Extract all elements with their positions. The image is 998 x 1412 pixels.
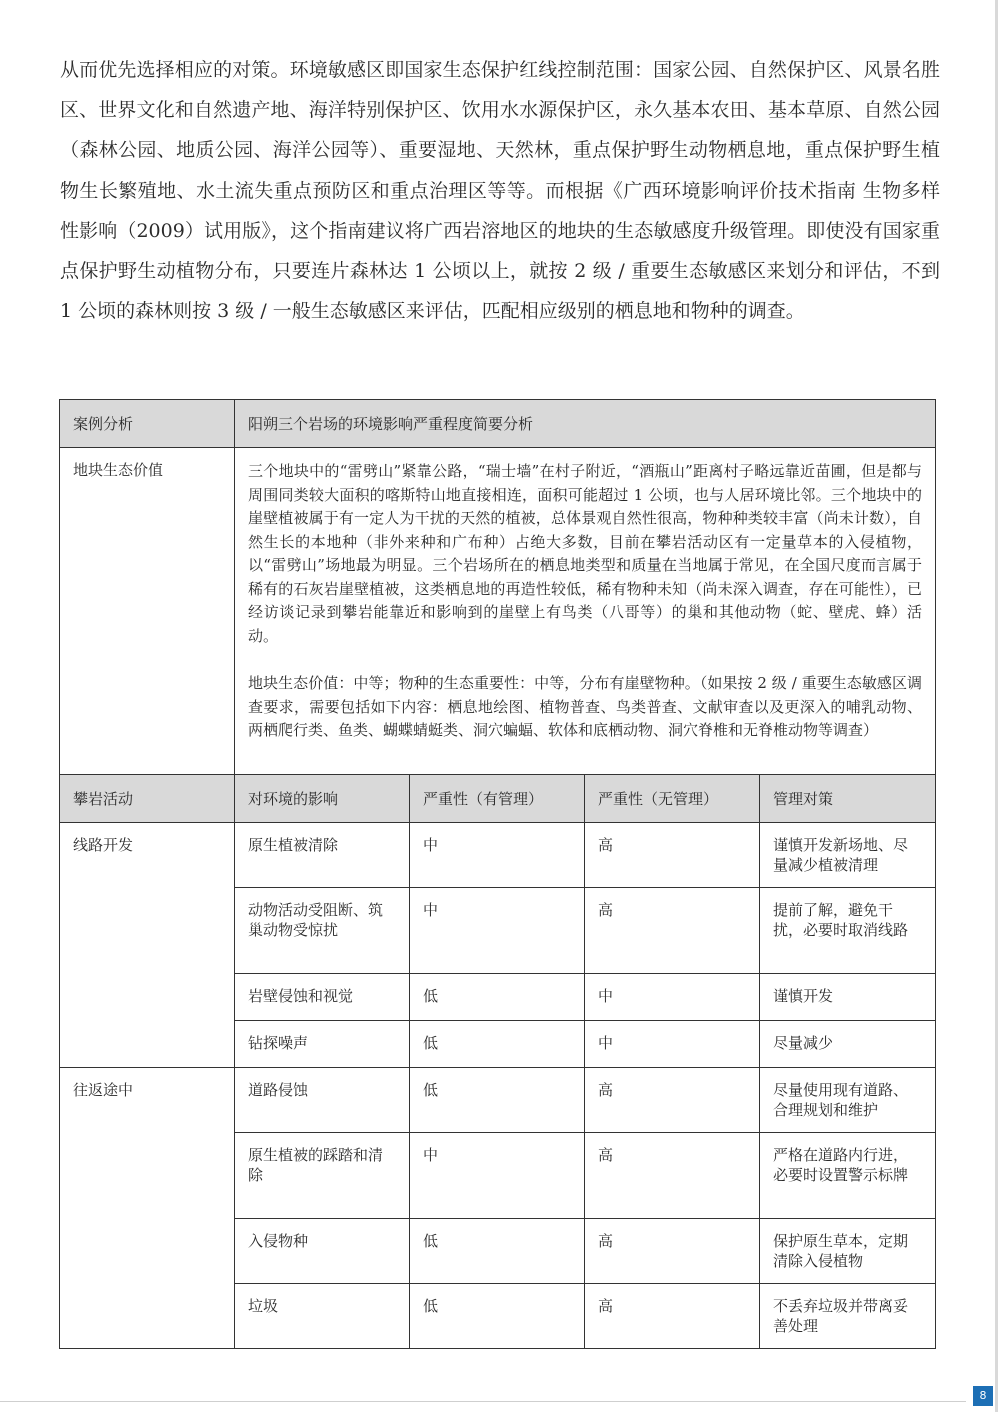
impact-cell: 动物活动受阻断、筑巢动物受惊扰 [235, 888, 410, 974]
severity-unmanaged-cell: 高 [585, 1284, 760, 1349]
severity-unmanaged-cell: 中 [585, 974, 760, 1021]
severity-managed-cell: 低 [410, 1021, 585, 1068]
severity-unmanaged-cell: 高 [585, 888, 760, 974]
measure-cell: 尽量使用现有道路、合理规划和维护 [760, 1068, 936, 1133]
case-label: 案例分析 [60, 400, 235, 448]
measure-cell: 尽量减少 [760, 1021, 936, 1068]
measure-cell: 保护原生草本，定期清除入侵植物 [760, 1219, 936, 1284]
measure-cell: 提前了解，避免干扰，必要时取消线路 [760, 888, 936, 974]
impact-cell: 垃圾 [235, 1284, 410, 1349]
eco-value-cell [235, 448, 936, 775]
severity-managed-cell: 低 [410, 974, 585, 1021]
severity-managed-cell: 低 [410, 1219, 585, 1284]
impact-cell: 原生植被清除 [235, 823, 410, 888]
severity-managed-cell: 中 [410, 823, 585, 888]
col-header-severity-managed: 严重性（有管理） [410, 775, 585, 823]
measure-cell: 谨慎开发 [760, 974, 936, 1021]
case-analysis-table [59, 399, 936, 1349]
severity-managed-cell: 低 [410, 1284, 585, 1349]
severity-unmanaged-cell: 中 [585, 1021, 760, 1068]
eco-value-paragraph-1: 三个地块中的“雷劈山”紧靠公路，“瑞士墙”在村子附近，“酒瓶山”距离村子略远靠近苗圃，但是都与周围同类较大面积的喀斯特山地直接相连，面积可能超过 1 公顷，也与人居环境比邻。三个地块中的崖壁植被属于有一定人为干扰的天然的植被，总体景观自然性很高，物种种类较丰富（尚未计数），自然生长的本地种（非外来种和广布种）占绝大多数，目前在攀岩活动区有一定量草本的入侵植物，以“雷劈山”场地最为明显。三个岩场所在的栖息地类型和质量在当地属于常见，在全国尺度而言属于稀有的石灰岩崖壁植被，这类栖息地的再造性较低，稀有物种未知（尚未深入调查，存在可能性），已经访谈记录到攀岩能靠近和影响到的崖壁上有鸟类（八哥等）的巢和其他动物（蛇、壁虎、蜂）活动。 [248, 462, 923, 645]
severity-managed-cell: 中 [410, 888, 585, 974]
page-number-badge: 8 [973, 1386, 993, 1406]
case-title: 阳朔三个岩场的环境影响严重程度简要分析 [235, 400, 936, 448]
table-row [60, 1068, 936, 1133]
severity-unmanaged-cell: 高 [585, 1068, 760, 1133]
measure-cell: 谨慎开发新场地、尽量减少植被清理 [760, 823, 936, 888]
impact-cell: 入侵物种 [235, 1219, 410, 1284]
measure-cell: 严格在道路内行进，必要时设置警示标牌 [760, 1133, 936, 1219]
col-header-severity-unmanaged: 严重性（无管理） [585, 775, 760, 823]
impact-cell: 钻探噪声 [235, 1021, 410, 1068]
column-header-row [60, 775, 936, 823]
bottom-divider [0, 1401, 966, 1402]
eco-value-label: 地块生态价值 [60, 448, 235, 775]
severity-unmanaged-cell: 高 [585, 1219, 760, 1284]
eco-value-row [60, 448, 936, 775]
severity-managed-cell: 低 [410, 1068, 585, 1133]
eco-value-paragraph-2: 地块生态价值：中等；物种的生态重要性：中等，分布有崖壁物种。（如果按 2 级 / 重要生态敏感区调查要求，需要包括如下内容：栖息地绘图、植物普查、鸟类普查、文献审查以及更深入的哺乳动物、两栖爬行类、鱼类、蝴蝶蜻蜓类、洞穴蝙蝠、软体和底栖动物、洞穴脊椎和无脊椎动物等调查） [248, 674, 923, 739]
severity-unmanaged-cell: 高 [585, 823, 760, 888]
activity-route-development: 线路开发 [60, 823, 235, 1068]
impact-cell: 道路侵蚀 [235, 1068, 410, 1133]
table-row [60, 823, 936, 888]
severity-managed-cell: 中 [410, 1133, 585, 1219]
impact-cell: 岩壁侵蚀和视觉 [235, 974, 410, 1021]
col-header-activity: 攀岩活动 [60, 775, 235, 823]
table-title-row [60, 400, 936, 448]
activity-commute: 往返途中 [60, 1068, 235, 1349]
severity-unmanaged-cell: 高 [585, 1133, 760, 1219]
col-header-measure: 管理对策 [760, 775, 936, 823]
impact-cell: 原生植被的踩踏和清除 [235, 1133, 410, 1219]
measure-cell: 不丢弃垃圾并带离妥善处理 [760, 1284, 936, 1349]
col-header-impact: 对环境的影响 [235, 775, 410, 823]
intro-paragraph: 从而优先选择相应的对策。环境敏感区即国家生态保护红线控制范围：国家公园、自然保护区、风景名胜区、世界文化和自然遗产地、海洋特别保护区、饮用水水源保护区，永久基本农田、基本草原、自然公园（森林公园、地质公园、海洋公园等）、重要湿地、天然林，重点保护野生动物栖息地，重点保护野生植物生长繁殖地、水土流失重点预防区和重点治理区等等。而根据《广西环境影响评价技术指南 生物多样性影响（2009）试用版》，这个指南建议将广西岩溶地区的地块的生态敏感度升级管理。即使没有国家重点保护野生动植物分布，只要连片森林达 1 公顷以上，就按 2 级 / 重要生态敏感区来划分和评估，不到 1 公顷的森林则按 3 级 / 一般生态敏感区来评估，匹配相应级别的栖息地和物种的调查。 [60, 59, 940, 323]
